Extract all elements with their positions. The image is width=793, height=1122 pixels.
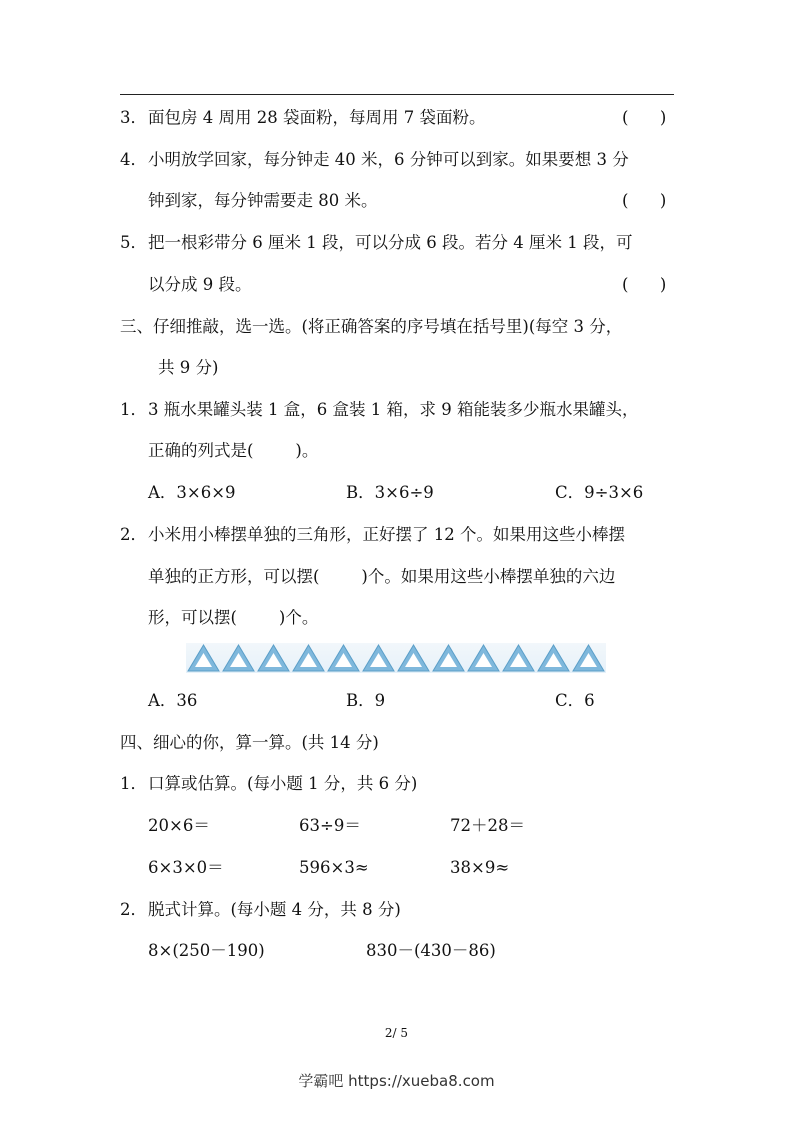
triangle-sticks-figure bbox=[186, 643, 606, 673]
choice-q1-number: 1． bbox=[120, 400, 147, 419]
judge-q3-number: 3． bbox=[120, 108, 147, 127]
mental-calc-item: 6×3×0＝ bbox=[148, 858, 224, 877]
choice-q1-option-b[interactable]: B．3×6÷9 bbox=[346, 483, 434, 502]
header-rule bbox=[120, 94, 674, 95]
choice-q1-line1: 3 瓶水果罐头装 1 盒，6 盒装 1 箱，求 9 箱能装多少瓶水果罐头， bbox=[148, 400, 639, 419]
calc-q1-number: 1． bbox=[120, 774, 147, 793]
mental-calc-item: 596×3≈ bbox=[299, 858, 369, 877]
stepwise-calc-item: 830－(430－86) bbox=[366, 941, 496, 960]
site-watermark: 学霸吧 https://xueba8.com bbox=[298, 1072, 495, 1090]
choice-q2-line3: 形，可以摆( )个。 bbox=[148, 608, 319, 627]
stick-triangle-icon bbox=[291, 643, 326, 673]
choice-q2-option-b[interactable]: B．9 bbox=[346, 691, 386, 710]
mental-calc-item: 38×9≈ bbox=[450, 858, 510, 877]
judge-q3-text: 面包房 4 周用 28 袋面粉，每周用 7 袋面粉。 bbox=[148, 108, 486, 127]
stick-triangle-icon bbox=[536, 643, 571, 673]
page-number: 2/ 5 bbox=[384, 1026, 409, 1040]
stick-triangle-icon bbox=[256, 643, 291, 673]
stick-triangle-icon bbox=[431, 643, 466, 673]
choice-q2-line1: 小米用小棒摆单独的三角形，正好摆了 12 个。如果用这些小棒摆 bbox=[148, 525, 625, 544]
choice-q2-option-a[interactable]: A．36 bbox=[148, 691, 198, 710]
choice-q2-number: 2． bbox=[120, 525, 147, 544]
stick-triangle-icon bbox=[396, 643, 431, 673]
stick-triangle-icon bbox=[466, 643, 501, 673]
judge-q5-answer-paren[interactable]: ( ) bbox=[622, 275, 667, 294]
judge-q4-answer-paren[interactable]: ( ) bbox=[622, 191, 667, 210]
calc-q2-title: 脱式计算。(每小题 4 分，共 8 分) bbox=[148, 900, 401, 919]
stick-triangle-icon bbox=[501, 643, 536, 673]
judge-q5-line2: 以分成 9 段。 bbox=[148, 275, 252, 294]
mental-calc-item: 72＋28＝ bbox=[450, 816, 525, 835]
stick-triangle-icon bbox=[221, 643, 256, 673]
section4-heading: 四、细心的你，算一算。(共 14 分) bbox=[120, 733, 379, 752]
choice-q2-option-c[interactable]: C．6 bbox=[555, 691, 595, 710]
calc-q1-title: 口算或估算。(每小题 1 分，共 6 分) bbox=[148, 774, 418, 793]
judge-q4-line2: 钟到家，每分钟需要走 80 米。 bbox=[148, 191, 378, 210]
mental-calc-item: 63÷9＝ bbox=[299, 816, 361, 835]
calc-q2-number: 2． bbox=[120, 900, 147, 919]
choice-q1-line2: 正确的列式是( )。 bbox=[148, 441, 319, 460]
judge-q4-line1: 小明放学回家，每分钟走 40 米，6 分钟可以到家。如果要想 3 分 bbox=[148, 150, 629, 169]
stick-triangle-icon bbox=[361, 643, 396, 673]
section3-heading-line2: 共 9 分) bbox=[158, 358, 219, 377]
choice-q1-option-c[interactable]: C．9÷3×6 bbox=[555, 483, 644, 502]
choice-q2-line2: 单独的正方形，可以摆( )个。如果用这些小棒摆单独的六边 bbox=[148, 567, 616, 586]
section3-heading-line1: 三、仔细推敲，选一选。(将正确答案的序号填在括号里)(每空 3 分， bbox=[120, 317, 623, 336]
stick-triangle-icon bbox=[571, 643, 606, 673]
choice-q1-option-a[interactable]: A．3×6×9 bbox=[148, 483, 236, 502]
mental-calc-item: 20×6＝ bbox=[148, 816, 210, 835]
stepwise-calc-item: 8×(250－190) bbox=[148, 941, 265, 960]
judge-q5-line1: 把一根彩带分 6 厘米 1 段，可以分成 6 段。若分 4 厘米 1 段，可 bbox=[148, 233, 633, 252]
stick-triangle-icon bbox=[326, 643, 361, 673]
judge-q4-number: 4． bbox=[120, 150, 147, 169]
judge-q5-number: 5． bbox=[120, 233, 147, 252]
judge-q3-answer-paren[interactable]: ( ) bbox=[622, 108, 667, 127]
stick-triangle-icon bbox=[186, 643, 221, 673]
